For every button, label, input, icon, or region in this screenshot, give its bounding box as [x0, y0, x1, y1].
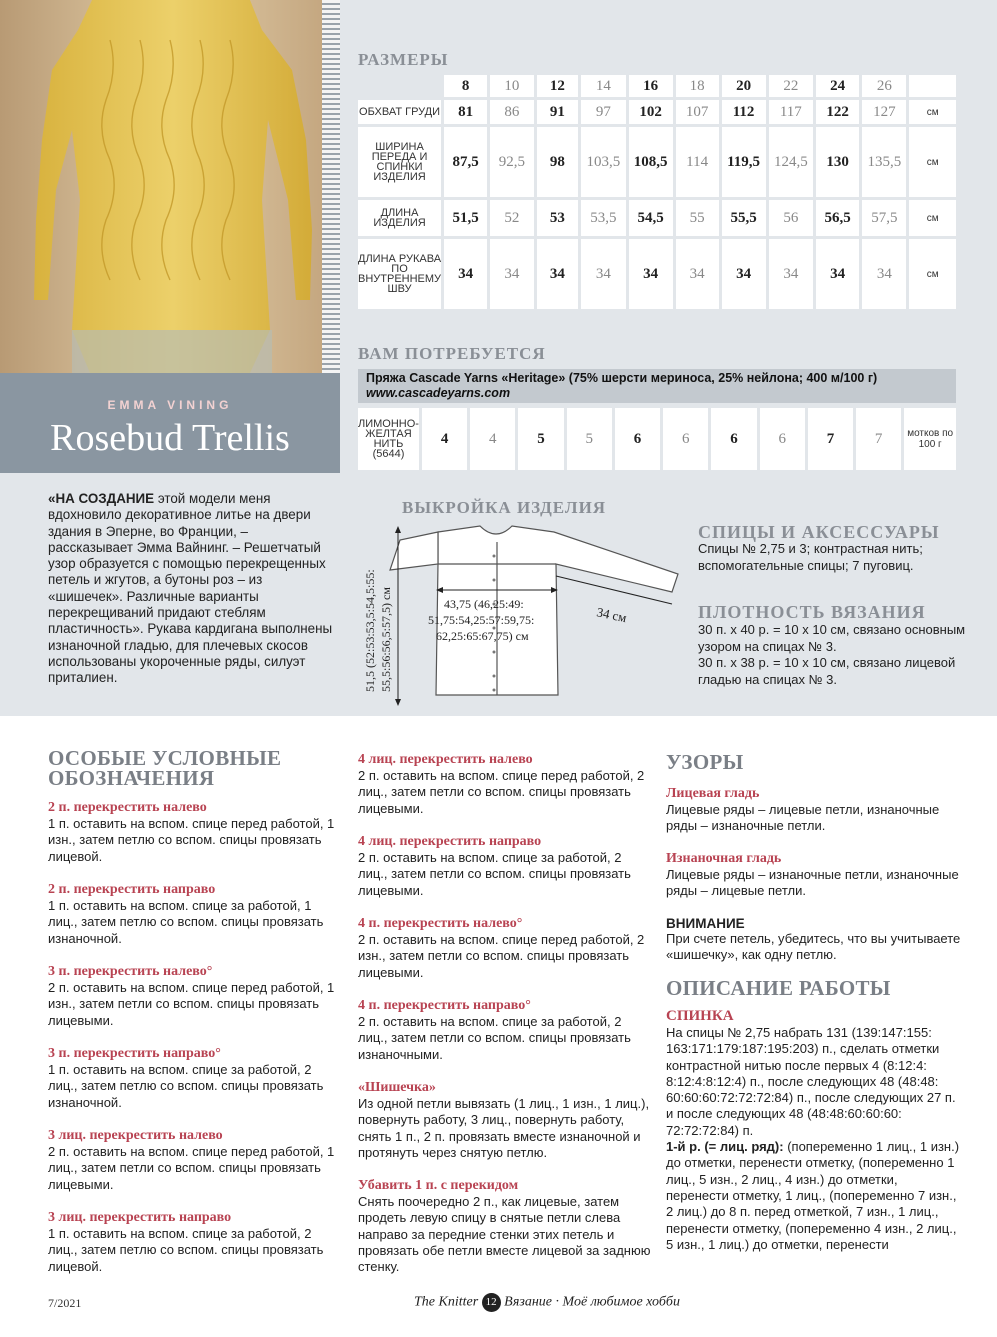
- table-cell: 117: [769, 100, 813, 124]
- item-body: 2 п. оставить на вспом. спице перед работой, 1 лиц., затем петли со вспом. спицы провязать лицевыми.: [48, 1144, 335, 1192]
- size-cell: 16: [629, 75, 673, 97]
- schematic-title: ВЫКРОЙКА ИЗДЕЛИЯ: [402, 498, 607, 517]
- table-row: [358, 127, 956, 197]
- size-cell: 12: [537, 75, 579, 97]
- legend-column-2: [358, 752, 653, 1275]
- table-cell: 34: [816, 239, 859, 309]
- table-cell: 91: [537, 100, 579, 124]
- width-label-1: 43,75 (46,25:49:: [444, 597, 524, 611]
- list-item: [48, 964, 343, 1046]
- magazine-tagline: Вязание · Моё любимое хобби: [504, 1294, 680, 1310]
- item-body: Лицевые ряды – лицевые петли, изнаночные ряды – изнаночные петли.: [666, 802, 940, 834]
- table-cell: 6: [760, 408, 805, 470]
- size-cell: 8: [444, 75, 487, 97]
- list-item: [666, 786, 961, 851]
- list-item: [358, 916, 653, 998]
- footer-masthead: [414, 1293, 680, 1312]
- table-cell: 98: [537, 127, 579, 197]
- table-cell: 5: [567, 408, 612, 470]
- cardigan-illustration: [0, 0, 340, 373]
- item-title: 4 лиц. перекрестить налево: [358, 752, 533, 767]
- table-cell: 54,5: [629, 200, 673, 236]
- yarn-color-label: [358, 408, 419, 470]
- row-label: ДЛИНА ИЗДЕЛИЯ: [358, 200, 441, 236]
- item-body: 2 п. оставить на вспом. спице перед работой, 2 лиц., затем петли со вспом. спицы провязать лицевыми.: [358, 768, 645, 816]
- table-cell: 34: [581, 239, 625, 309]
- table-cell: 122: [816, 100, 859, 124]
- table-cell: 124,5: [769, 127, 813, 197]
- item-title: 3 п. перекрестить направо°: [48, 1046, 221, 1061]
- list-item: [48, 1210, 343, 1292]
- patterns-title: УЗОРЫ: [666, 750, 744, 774]
- unit-cell: мотков по 100 г: [904, 408, 956, 470]
- size-cell: 24: [816, 75, 859, 97]
- size-cell: 14: [581, 75, 625, 97]
- item-title: 3 лиц. перекрестить налево: [48, 1128, 223, 1143]
- note-text: При счете петель, убедитесь, что вы учитываете «шишечку», как одну петлю.: [666, 931, 961, 963]
- table-cell: 56,5: [816, 200, 859, 236]
- pattern-title: Rosebud Trellis: [50, 417, 290, 459]
- item-title: 2 п. перекрестить направо: [48, 882, 216, 897]
- list-item: [48, 1128, 343, 1210]
- garment-schematic: [360, 520, 690, 710]
- row-label: ДЛИНА РУКАВА ПО ВНУТРЕННЕМУ ШВУ: [358, 239, 441, 309]
- table-cell: 102: [629, 100, 673, 124]
- sizes-title: РАЗМЕРЫ: [358, 50, 449, 69]
- item-body: Лицевые ряды – изнаночные петли, изнаночные ряды – лицевые петли.: [666, 867, 959, 899]
- legend-column-1: [48, 800, 343, 1292]
- item-body: 2 п. оставить на вспом. спице за работой, 2 лиц., затем петли со вспом. спицы провязать лицевыми.: [358, 850, 631, 898]
- yarn-table: [355, 405, 959, 473]
- note-block: [666, 916, 961, 978]
- table-cell: 130: [816, 127, 859, 197]
- sleeve-label: 34 см: [595, 604, 629, 626]
- table-cell: 97: [581, 100, 625, 124]
- item-body: 2 п. оставить на вспом. спице перед работой, 1 изн., затем петли со вспом. спицы провязать лицевыми.: [48, 980, 335, 1028]
- author-name: EMMA VINING: [107, 398, 233, 412]
- arrow-head-bottom: [395, 699, 401, 706]
- sizes-header-row: [358, 75, 956, 97]
- intro-lead: «НА СОЗДАНИЕ: [48, 491, 155, 506]
- table-cell: 103,5: [581, 127, 625, 197]
- table-cell: 56: [769, 200, 813, 236]
- width-label-3: 62,25:65:67,75) см: [436, 629, 529, 643]
- intro-text: этой модели меня вдохновило декоративное литье на двери здания в Эперне, во Франции, – рассказывает Эмма Вайнинг. – Решетчатый узор образуется с помощью перекрещенных петель и жгутов, а бутоны роз – из «шишечек». Различные варианты перекрещиваний придают стеблям пластичность». Рукава кардигана выполнены изнаночной гладью, для плечевых скосов использованы укороченные ряды, силуэт приталиен.: [48, 491, 333, 686]
- table-cell: 57,5: [862, 200, 906, 236]
- item-title: 4 п. перекрестить налево°: [358, 916, 523, 931]
- sizes-table: [355, 72, 959, 312]
- schematic-sleeve-left: [390, 532, 438, 570]
- table-cell: 119,5: [722, 127, 766, 197]
- table-cell: 6: [615, 408, 660, 470]
- unit-cell: см: [909, 200, 956, 236]
- table-row: [358, 100, 956, 124]
- table-cell: 92,5: [490, 127, 533, 197]
- size-cell: 26: [862, 75, 906, 97]
- size-cell: 18: [676, 75, 719, 97]
- item-title: 4 лиц. перекрестить направо: [358, 834, 542, 849]
- yarn-info: [358, 369, 956, 403]
- size-cell: 22: [769, 75, 813, 97]
- row-label: ШИРИНА ПЕРЕДА И СПИНКИ ИЗДЕЛИЯ: [358, 127, 441, 197]
- unit-cell: см: [909, 100, 956, 124]
- table-cell: 34: [769, 239, 813, 309]
- issue-number: 7/2021: [48, 1296, 82, 1310]
- item-title: Лицевая гладь: [666, 786, 760, 801]
- table-cell: 108,5: [629, 127, 673, 197]
- table-cell: 34: [722, 239, 766, 309]
- list-item: [358, 752, 653, 834]
- table-row: [358, 408, 956, 470]
- table-cell: 34: [676, 239, 719, 309]
- table-cell: 34: [490, 239, 533, 309]
- gauge-line: 30 п. x 40 р. = 10 x 10 см, связано основным узором на спицах № 3.: [698, 622, 966, 654]
- yarn-brand: Cascade Yarns: [409, 371, 498, 385]
- table-cell: 81: [444, 100, 487, 124]
- table-cell: 7: [856, 408, 901, 470]
- gauge-title: ПЛОТНОСТЬ ВЯЗАНИЯ: [698, 602, 926, 622]
- item-title: 2 п. перекрестить налево: [48, 800, 207, 815]
- table-cell: 135,5: [862, 127, 906, 197]
- legend-title: ОСОБЫЕ УСЛОВНЫЕ ОБОЗНАЧЕНИЯ: [48, 746, 282, 790]
- height-label-2: 55,5:56:56,5:57,5) см: [379, 587, 393, 692]
- item-title: 4 п. перекрестить направо°: [358, 998, 531, 1013]
- work-row-label: 1-й р. (= лиц. ряд):: [666, 1139, 784, 1155]
- table-cell: 55: [676, 200, 719, 236]
- table-cell: 127: [862, 100, 906, 124]
- needles-text: Спицы № 2,75 и 3; контрастная нить; вспомогательные спицы; 7 пуговиц.: [698, 541, 923, 573]
- size-cell: 10: [490, 75, 533, 97]
- work-text-2: (попеременно 1 лиц., 1 изн.) до отметки, перенести отметку, (попеременно 1 лиц., 5 изн., 2 лиц., 4 изн.) до отметки, перенести отметку, 1 лиц., (попеременно 7 изн., 2 лиц.) до 8 п. перед отметкой, 7 изн., 1 лиц., перенести отметку, (попеременно 4 изн., 2 лиц., 5 изн., 1 лиц.) до отметки, перенести: [666, 1139, 960, 1252]
- item-title: «Шишечка»: [358, 1080, 436, 1095]
- list-item: [358, 998, 653, 1080]
- cardigan-photo: [0, 0, 340, 373]
- item-title: Убавить 1 п. с перекидом: [358, 1178, 519, 1193]
- note-title: ВНИМАНИЕ: [666, 916, 745, 931]
- page-binding-edge: [322, 0, 340, 373]
- needles-title: СПИЦЫ И АКСЕССУАРЫ: [698, 522, 940, 542]
- table-cell: 34: [629, 239, 673, 309]
- item-body: Из одной петли вывязать (1 лиц., 1 изн., 1 лиц.), повернуть работу, 3 лиц., повернуть работу, снять 1 п., 2 п. провязать вместе изнаночной и протянуть через снятую петлю.: [358, 1096, 650, 1160]
- magazine-name: The Knitter: [414, 1294, 479, 1310]
- list-item: [48, 1046, 343, 1128]
- item-body: 1 п. оставить на вспом. спице за работой, 2 лиц., затем петлю со вспом. спицы провязать лицевой.: [48, 1226, 324, 1274]
- item-body: 1 п. оставить на вспом. спице за работой, 1 лиц., затем петлю со вспом. спицы провязать изнаночной.: [48, 898, 324, 946]
- gauge-text: [698, 622, 968, 688]
- height-label-1: 51,5 (52:53:53,5:54,5:55:: [363, 569, 377, 692]
- table-cell: 53: [537, 200, 579, 236]
- item-body: 1 п. оставить на вспом. спице перед работой, 1 изн., затем петлю со вспом. спицы провязать лицевой.: [48, 816, 335, 864]
- unit-cell: см: [909, 239, 956, 309]
- page-number: 12: [482, 1293, 501, 1312]
- list-item: [48, 800, 343, 882]
- item-body: 1 п. оставить на вспом. спице за работой, 2 лиц., затем петлю со вспом. спицы провязать изнаночной.: [48, 1062, 324, 1110]
- intro-paragraph: [48, 491, 333, 687]
- table-cell: 51,5: [444, 200, 487, 236]
- work-subtitle: СПИНКА: [666, 1008, 734, 1024]
- size-cell: 20: [722, 75, 766, 97]
- list-item: [666, 851, 961, 916]
- materials-title: ВАМ ПОТРЕБУЕТСЯ: [358, 344, 546, 363]
- table-cell: 52: [490, 200, 533, 236]
- yarn-description: «Heritage» (75% шерсти мериноса, 25% нейлона; 400 м/100 г): [497, 371, 878, 385]
- table-row: [358, 239, 956, 309]
- table-row: [358, 200, 956, 236]
- list-item: [48, 882, 343, 964]
- table-cell: 34: [537, 239, 579, 309]
- yarn-url: www.cascadeyarns.com: [366, 386, 511, 400]
- table-cell: 6: [663, 408, 708, 470]
- unit-cell: см: [909, 127, 956, 197]
- item-body: Снять поочередно 2 п., как лицевые, затем продеть левую спицу в снятые петли слева направо за передние стенки этих петель и провязать обе петли вместе лицевой за заднюю стенку.: [358, 1194, 651, 1275]
- list-item: [358, 834, 653, 916]
- yarn-color-name: ЛИМОННО-ЖЕЛТАЯ НИТЬ: [358, 418, 419, 450]
- table-cell: 4: [422, 408, 467, 470]
- item-title: Изнаночная гладь: [666, 851, 782, 866]
- arrow-head-top: [395, 526, 401, 533]
- table-cell: 53,5: [581, 200, 625, 236]
- table-cell: 107: [676, 100, 719, 124]
- table-cell: 34: [444, 239, 487, 309]
- table-cell: 7: [808, 408, 853, 470]
- yarn-prefix: Пряжа: [366, 371, 410, 385]
- work-text-1: На спицы № 2,75 набрать 131 (139:147:155: 163:171:179:187:195:203) п., сделать отметки контрастной нитью после первых 4 (8:12:4: 8:12:4:8:12:4) п., после следующих 48 (48:48: 60:60:60:72:72:72:84) п., после следующих 27 п. и после следующих 48 (48:48:60:60:60: 72:72:72:84) п.: [666, 1025, 956, 1138]
- item-body: 2 п. оставить на вспом. спице перед работой, 2 изн., затем петли со вспом. спицы провязать лицевыми.: [358, 932, 645, 980]
- item-title: 3 п. перекрестить налево°: [48, 964, 213, 979]
- table-cell: 86: [490, 100, 533, 124]
- table-cell: 112: [722, 100, 766, 124]
- item-body: 2 п. оставить на вспом. спице за работой, 2 лиц., затем петли со вспом. спицы провязать изнаночными.: [358, 1014, 631, 1062]
- list-item: [358, 1178, 653, 1275]
- list-item: [358, 1080, 653, 1178]
- width-label-2: 51,75:54,25:57:59,75:: [428, 613, 535, 627]
- table-cell: 5: [518, 408, 563, 470]
- table-cell: 34: [862, 239, 906, 309]
- table-cell: 87,5: [444, 127, 487, 197]
- work-title: ОПИСАНИЕ РАБОТЫ: [666, 976, 891, 1000]
- patterns-column: [666, 752, 961, 1253]
- table-cell: 55,5: [722, 200, 766, 236]
- table-cell: 4: [470, 408, 515, 470]
- yarn-color-code: (5644): [372, 448, 405, 460]
- row-label: ОБХВАТ ГРУДИ: [358, 100, 441, 124]
- item-title: 3 лиц. перекрестить направо: [48, 1210, 232, 1225]
- table-cell: 6: [711, 408, 756, 470]
- table-cell: 114: [676, 127, 719, 197]
- gauge-line: 30 п. x 38 р. = 10 x 10 см, связано лицевой гладью на спицах № 3.: [698, 655, 956, 687]
